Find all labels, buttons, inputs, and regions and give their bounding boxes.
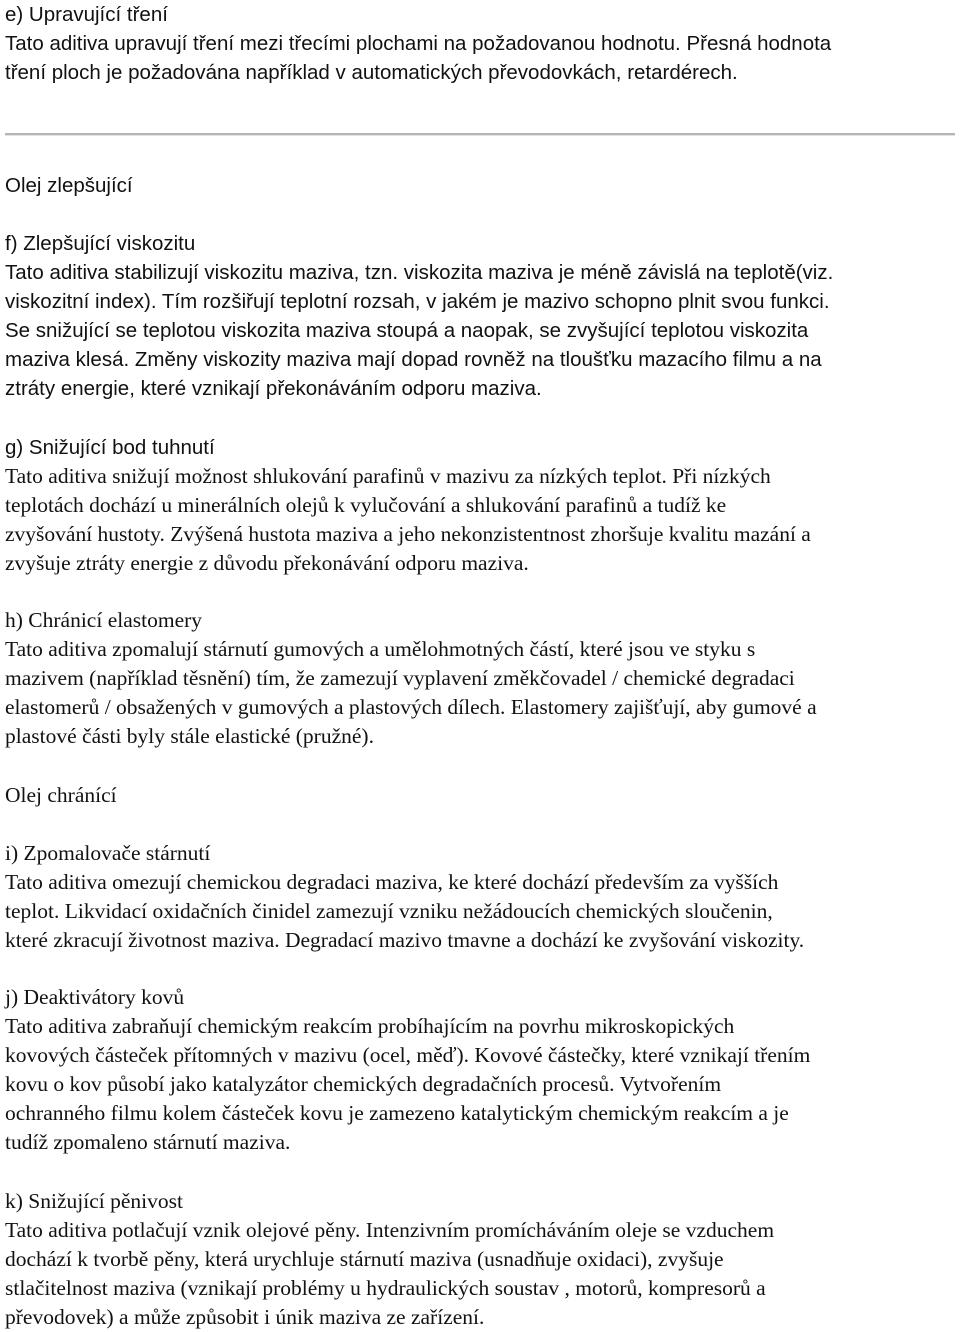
section-j-line-1: Tato aditiva zabraňují chemickým reakcím probíhajícím na povrhu mikroskopických	[5, 1014, 735, 1038]
group-protecting-title: Olej chránící	[5, 783, 117, 807]
section-j-heading: j) Deaktivátory kovů	[5, 985, 185, 1009]
section-k-heading: k) Snižující pěnivost	[5, 1189, 183, 1213]
section-k	[5, 1187, 955, 1332]
section-f	[5, 229, 955, 403]
section-j-line-5: tudíž zpomaleno stárnutí maziva.	[5, 1130, 291, 1154]
section-e-line-2: tření ploch je požadována například v automatických převodovkách, retardérech.	[5, 61, 738, 84]
group-improving	[5, 171, 955, 200]
section-k-line-2: dochází k tvorbě pěny, která urychluje stárnutí maziva (usnadňuje oxidaci), zvyšuje	[5, 1247, 724, 1271]
section-k-line-3: stlačitelnost maziva (vznikají problémy u hydraulických soustav , motorů, kompresorů a	[5, 1276, 766, 1300]
section-h-line-2: mazivem (například těsnění) tím, že zamezují vyplavení změkčovadel / chemické degradaci	[5, 666, 795, 690]
section-g-line-4: zvyšuje ztráty energie z důvodu překonávání odporu maziva.	[5, 551, 529, 575]
section-i-heading: i) Zpomalovače stárnutí	[5, 841, 211, 865]
section-j-line-4: ochranného filmu kolem částeček kovu je zamezeno katalytickým chemickým reakcím a je	[5, 1101, 789, 1125]
section-f-line-2: viskozitní index). Tím rozšiřují teplotní rozsah, v jakém je mazivo schopno plnit svou funkci.	[5, 290, 830, 313]
section-e	[5, 0, 955, 87]
section-h	[5, 606, 955, 751]
section-i-line-3: které zkracují životnost maziva. Degradací mazivo tmavne a dochází ke zvyšování viskozity.	[5, 928, 805, 952]
section-k-line-4: převodovek) a může způsobit i únik maziva ze zařízení.	[5, 1305, 485, 1329]
section-h-line-3: elastomerů / obsažených v gumových a plastových dílech. Elastomery zajišťují, aby gumové a	[5, 695, 817, 719]
group-protecting	[5, 781, 955, 810]
section-j-line-2: kovových částeček přítomných v mazivu (ocel, měď). Kovové částečky, které vznikají třením	[5, 1043, 811, 1067]
section-h-line-1: Tato aditiva zpomalují stárnutí gumových a umělohmotných částí, které jsou ve styku s	[5, 637, 756, 661]
section-i	[5, 839, 955, 955]
horizontal-divider	[5, 133, 955, 136]
section-f-line-4: maziva klesá. Změny viskozity maziva mají dopad rovněž na tloušťku mazacího filmu a na	[5, 348, 822, 371]
section-g	[5, 433, 955, 578]
section-h-heading: h) Chránicí elastomery	[5, 608, 203, 632]
section-e-heading: e) Upravující tření	[5, 3, 168, 26]
section-j-line-3: kovu o kov působí jako katalyzátor chemických degradačních procesů. Vytvořením	[5, 1072, 722, 1096]
section-f-line-5: ztráty energie, které vznikají překonáváním odporu maziva.	[5, 377, 542, 400]
section-g-line-2: teplotách dochází u minerálních olejů k vylučování a shlukování parafinů a tudíž ke	[5, 493, 727, 517]
section-i-line-1: Tato aditiva omezují chemickou degradaci maziva, ke které dochází především za vyšších	[5, 870, 779, 894]
section-g-line-1: Tato aditiva snižují možnost shlukování parafinů v mazivu za nízkých teplot. Při nízkých	[5, 464, 771, 488]
section-f-line-1: Tato aditiva stabilizují viskozitu maziva, tzn. viskozita maziva je méně závislá na teplotě(viz.	[5, 261, 834, 284]
section-k-line-1: Tato aditiva potlačují vznik olejové pěny. Intenzivním promícháváním oleje se vzduchem	[5, 1218, 775, 1242]
section-h-line-4: plastové části byly stále elastické (pružné).	[5, 724, 374, 748]
section-e-line-1: Tato aditiva upravují tření mezi třecími plochami na požadovanou hodnotu. Přesná hodnota	[5, 32, 832, 55]
group-improving-title: Olej zlepšující	[5, 174, 133, 197]
section-i-line-2: teplot. Likvidací oxidačních činidel zamezují vzniku nežádoucích chemických sloučenin,	[5, 899, 773, 923]
section-g-line-3: zvyšování hustoty. Zvýšená hustota maziva a jeho nekonzistentnost zhoršuje kvalitu mazání a	[5, 522, 811, 546]
section-f-line-3: Se snižující se teplotou viskozita maziva stoupá a naopak, se zvyšující teplotou viskozita	[5, 319, 809, 342]
section-g-heading: g) Snižující bod tuhnutí	[5, 436, 215, 459]
section-f-heading: f) Zlepšující viskozitu	[5, 232, 196, 255]
section-j	[5, 983, 955, 1157]
